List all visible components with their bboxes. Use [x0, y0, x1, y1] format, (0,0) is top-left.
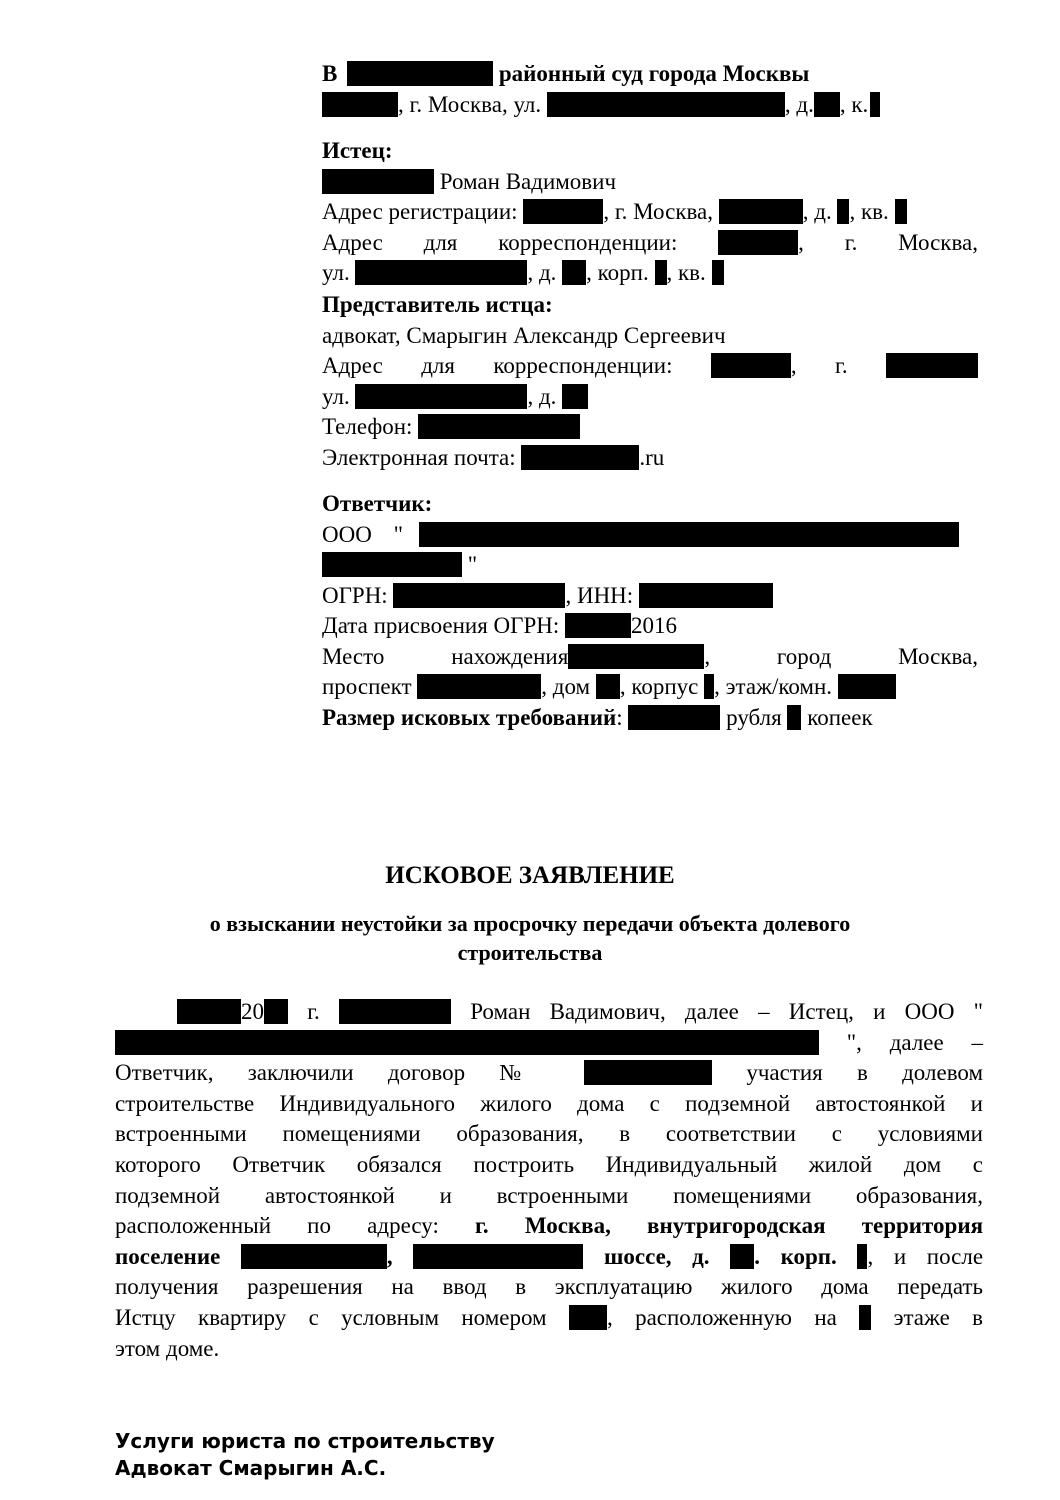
- court-block: [322, 59, 978, 120]
- court-name-line: [322, 59, 978, 90]
- redaction: [704, 674, 714, 699]
- ogrn-label: ОГРН:: [322, 582, 388, 608]
- body-line-4: строительстве Индивидуального жилого дома с подземной автостоянкой и: [115, 1090, 983, 1116]
- redaction: [547, 92, 785, 117]
- year-suffix: г.: [307, 999, 320, 1024]
- street-label: ул.: [322, 260, 350, 285]
- flat: , кв.: [666, 260, 706, 285]
- corr-label: Адрес для корреспонденции:: [322, 229, 678, 255]
- defendant-ogrn-line: [322, 581, 978, 612]
- defendant-location-line: [322, 642, 978, 673]
- date-year: 2016: [631, 613, 678, 638]
- rep-corr-city: , г.: [790, 353, 848, 378]
- corp: , корп.: [586, 260, 649, 285]
- plaintiff-name: Роман Вадимович: [439, 168, 617, 194]
- redaction: [787, 705, 801, 730]
- redaction: [730, 1244, 754, 1269]
- email-domain: .ru: [639, 444, 665, 470]
- reg-flat: , кв.: [849, 199, 889, 224]
- defendant-org-line: [322, 520, 978, 551]
- body-l8-a: расположенный по адресу:: [115, 1213, 439, 1239]
- representative-email-line: [322, 443, 978, 474]
- court-address-line: [322, 90, 978, 121]
- footer-line-2: Адвокат Смарыгин А.С.: [115, 1456, 387, 1480]
- redaction: [419, 522, 959, 547]
- redaction: [562, 260, 586, 285]
- email-label: Электронная почта:: [322, 444, 516, 470]
- redaction: [859, 1305, 871, 1330]
- court-prefix: В: [322, 61, 338, 86]
- redaction: [584, 1060, 712, 1085]
- page-title: ИСКОВОЕ ЗАЯВЛЕНИЕ: [385, 862, 675, 889]
- body-l9-a: поселение: [115, 1243, 221, 1269]
- corr-city: , г. Москва,: [798, 229, 978, 255]
- rep-street-label: ул.: [322, 383, 350, 409]
- defendant-org-line-2: [322, 550, 978, 581]
- court-city: , г. Москва, ул.: [398, 91, 542, 117]
- redaction: [569, 1305, 607, 1330]
- body-l9-c: . корп.: [754, 1243, 837, 1269]
- plaintiff-corr-line: [322, 228, 978, 259]
- redaction: [568, 644, 704, 669]
- redaction: [562, 384, 588, 409]
- claim-colon: :: [616, 704, 623, 730]
- plaintiff-name-line: [322, 167, 978, 198]
- body-line-10: получения разрешения на ввод в эксплуатацию жилого дома передать: [115, 1274, 983, 1300]
- redaction: [413, 1244, 583, 1269]
- reg-label: Адрес регистрации:: [322, 199, 518, 224]
- location-city: , город Москва,: [704, 643, 979, 669]
- redaction: [347, 61, 493, 86]
- body-line-5: встроенными помещениями образования, в соответствии с условиями: [115, 1121, 983, 1147]
- redaction: [393, 583, 565, 608]
- redaction: [322, 169, 434, 194]
- representative-street-line: [322, 382, 978, 413]
- def-floor: , этаж/комн.: [714, 674, 833, 699]
- body-line-3: [115, 1058, 983, 1089]
- rep-corr-label: Адрес для корреспонденции:: [322, 353, 673, 378]
- redaction: [241, 1244, 387, 1269]
- redaction: [655, 260, 667, 285]
- redaction: [523, 199, 603, 224]
- def-corpus: , корпус: [619, 674, 699, 699]
- redaction: [718, 230, 798, 255]
- body-l9-b: шоссе, д.: [603, 1243, 710, 1269]
- org-suffix: ": [467, 552, 478, 577]
- plaintiff-reg-line: [322, 197, 978, 228]
- plaintiff-heading: Истец:: [322, 138, 393, 163]
- defendant-block: [322, 489, 978, 733]
- redaction: [264, 999, 288, 1024]
- redaction: [838, 674, 896, 699]
- body-line-7: подземной автостоянкой и встроенными помещениями образования,: [115, 1182, 983, 1208]
- defendant-heading: Ответчик:: [322, 491, 433, 516]
- body-line-9: [115, 1242, 983, 1273]
- plaintiff-street-line: [322, 258, 978, 289]
- reg-house: , д.: [802, 199, 832, 224]
- body-l11-c: этаже в: [893, 1304, 984, 1330]
- representative-corr-line: [322, 351, 978, 382]
- redaction: [115, 1030, 819, 1055]
- redaction: [711, 353, 791, 378]
- body-l9-d: , и после: [867, 1243, 984, 1269]
- date-label: Дата присвоения ОГРН:: [322, 613, 560, 638]
- phone-label: Телефон:: [322, 414, 413, 439]
- footer: [115, 1428, 495, 1482]
- org-prefix: ООО ": [322, 521, 403, 547]
- page-subtitle-1: о взыскании неустойки за просрочку передачи объекта долевого: [209, 911, 851, 936]
- redaction: [837, 199, 849, 224]
- redaction: [596, 674, 620, 699]
- body-l11-a: Истцу квартиру с условным номером: [115, 1304, 547, 1330]
- redaction: [870, 92, 880, 117]
- redaction: [355, 260, 527, 285]
- redaction: [565, 613, 631, 638]
- claim-rub: рубля: [726, 704, 782, 730]
- representative-block: [322, 290, 978, 473]
- body-l3-b: участия в долевом: [746, 1060, 984, 1086]
- representative-name: адвокат, Смарыгин Александр Сергеевич: [322, 322, 726, 348]
- redaction: [177, 999, 241, 1024]
- court-block-num: , к.: [839, 91, 869, 117]
- redaction: [814, 92, 840, 117]
- body-paragraph: [115, 997, 983, 1364]
- location-label: Место нахождения: [322, 643, 569, 669]
- footer-line-1: Услуги юриста по строительству: [115, 1429, 495, 1453]
- claim-line: [322, 703, 978, 734]
- body-line-1: [115, 997, 983, 1028]
- redaction: [886, 353, 978, 378]
- claim-kop: копеек: [807, 704, 873, 730]
- body-line-11: [115, 1303, 983, 1334]
- year-prefix: 20: [241, 999, 264, 1024]
- redaction: [628, 705, 720, 730]
- defendant-date-line: [322, 611, 978, 642]
- body-line-8: [115, 1211, 983, 1242]
- body-line-12: этом доме.: [115, 1335, 220, 1361]
- body-l11-b: , расположенную на: [606, 1304, 837, 1330]
- page-subtitle-2: строительства: [457, 940, 603, 965]
- body-l3-a: Ответчик, заключили договор №: [115, 1060, 550, 1086]
- body-l1-text: Роман Вадимович, далее – Истец, и ООО ": [470, 999, 984, 1024]
- court-name: районный суд города Москвы: [498, 61, 810, 86]
- reg-city: , г. Москва,: [603, 199, 714, 224]
- redaction: [417, 674, 541, 699]
- body-l9-comma: ,: [386, 1243, 393, 1269]
- representative-phone-line: [322, 412, 978, 443]
- redaction: [719, 199, 803, 224]
- redaction: [418, 414, 580, 439]
- body-line-2: [115, 1028, 983, 1059]
- rep-house: , д.: [527, 383, 557, 409]
- body-l8-b: г. Москва, внутригородская территория: [475, 1213, 984, 1239]
- redaction: [322, 92, 398, 117]
- redaction: [639, 583, 773, 608]
- inn-label: , ИНН:: [565, 582, 634, 608]
- redaction: [339, 999, 451, 1024]
- body-line-6: которого Ответчик обязался построить Индивидуальный жилой дом с: [115, 1151, 983, 1177]
- court-house: , д.: [784, 91, 814, 117]
- plaintiff-block: [322, 136, 978, 289]
- defendant-prospect-line: [322, 672, 978, 703]
- representative-heading: Представитель истца:: [322, 292, 553, 317]
- house: , д.: [527, 260, 557, 285]
- redaction: [895, 199, 907, 224]
- body-l2-text: ", далее –: [846, 1029, 983, 1055]
- prospect-label: проспект: [322, 674, 412, 699]
- redaction: [521, 445, 639, 470]
- redaction: [355, 384, 527, 409]
- def-house: , дом: [541, 674, 591, 699]
- claim-label: Размер исковых требований: [322, 704, 617, 730]
- redaction: [712, 260, 724, 285]
- redaction: [322, 552, 462, 577]
- redaction: [857, 1244, 867, 1269]
